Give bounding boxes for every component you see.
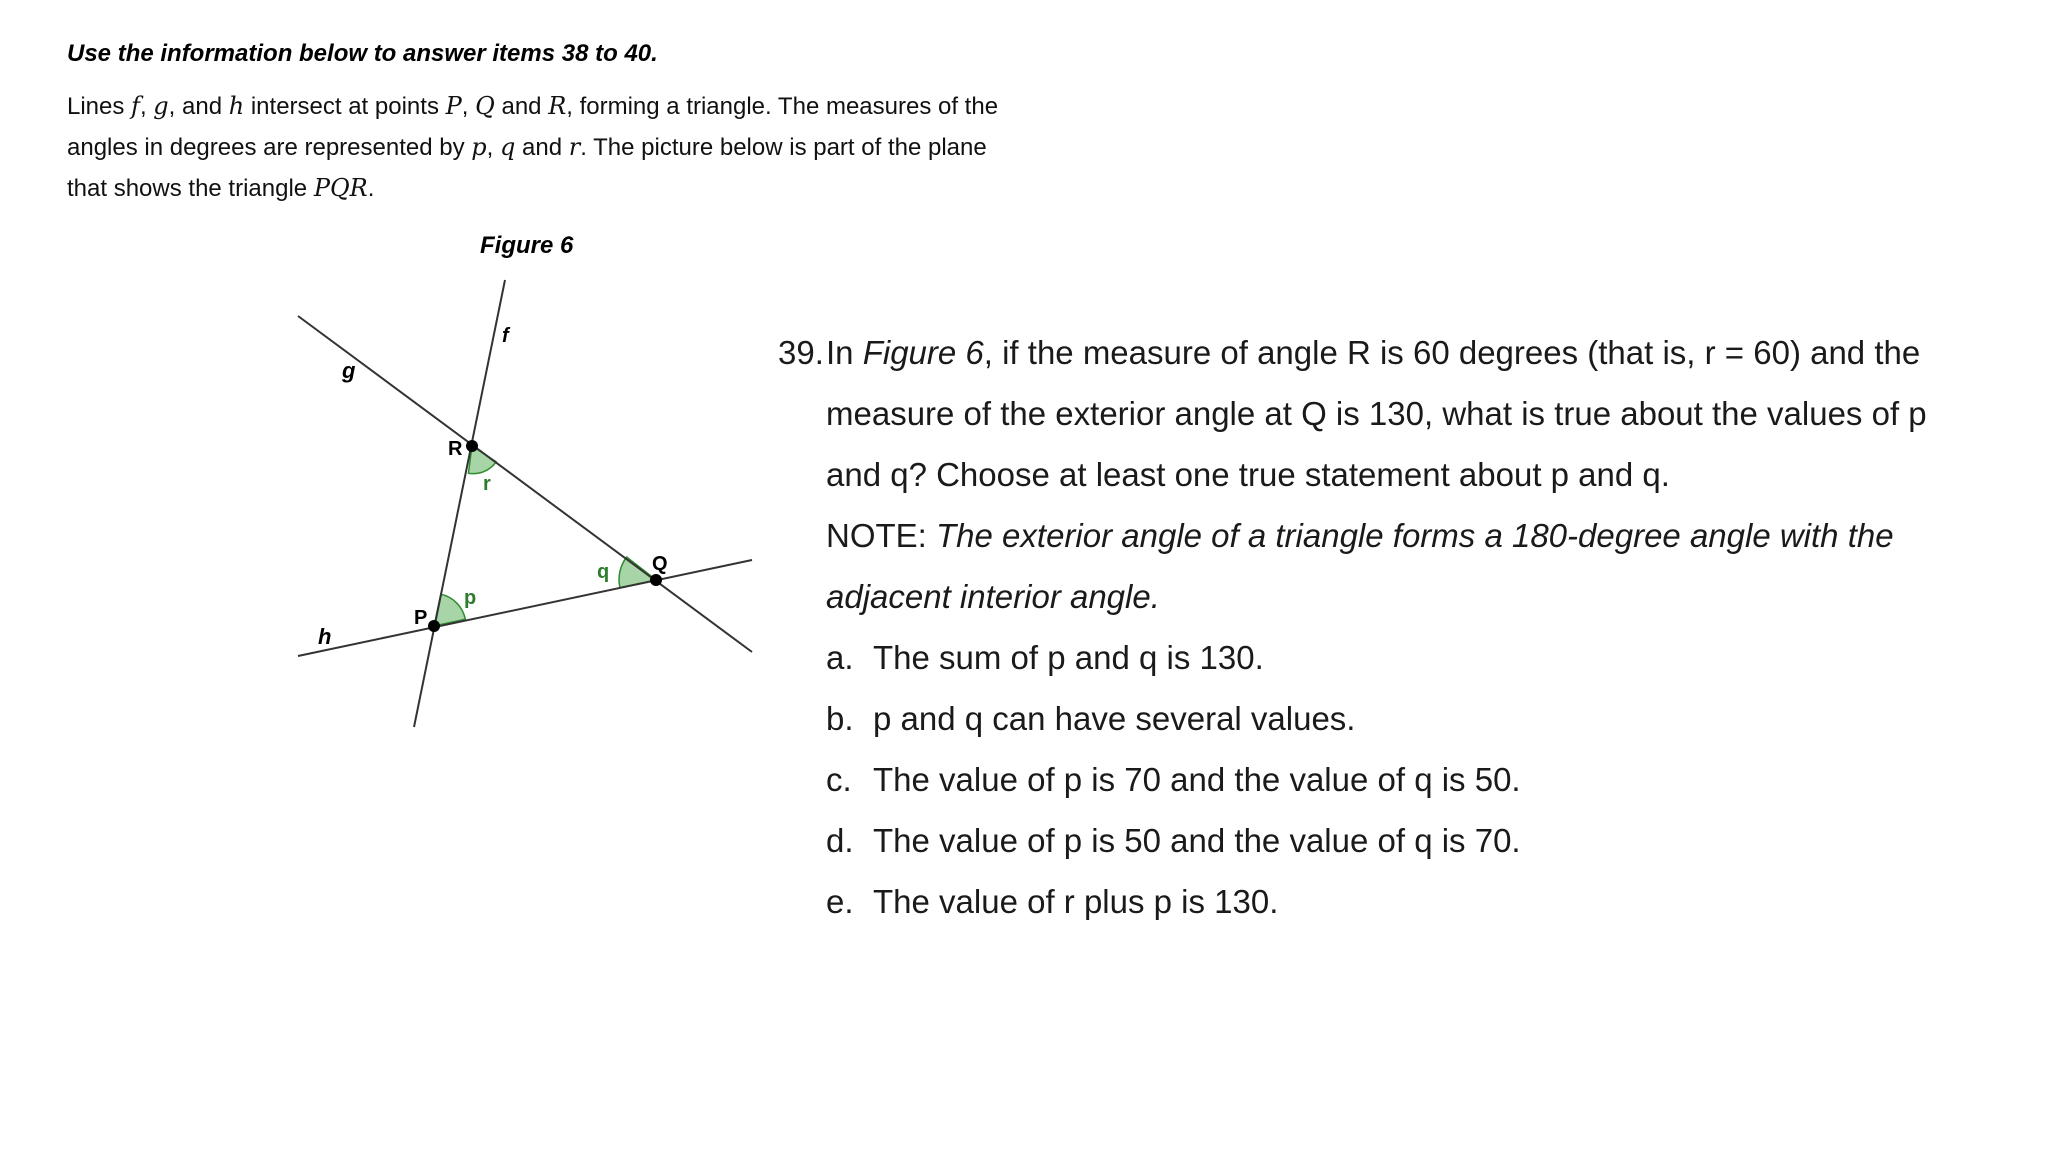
option-text: The sum of p and q is 130. bbox=[873, 639, 1264, 676]
angle-r-label: r bbox=[483, 473, 491, 495]
question-number: 39. bbox=[778, 334, 824, 371]
angle-p-symbol: p bbox=[471, 133, 487, 161]
note-label: NOTE: bbox=[826, 517, 937, 554]
question-note bbox=[826, 505, 1978, 627]
angle-r-symbol: r bbox=[568, 133, 581, 161]
angle-q-symbol: q bbox=[499, 133, 516, 161]
point-r-symbol: R bbox=[548, 92, 567, 120]
option-e[interactable]: e. The value of r plus p is 130. bbox=[826, 871, 1978, 932]
point-q bbox=[650, 574, 662, 586]
line-h-symbol: h bbox=[228, 92, 245, 120]
question-stem: In Figure 6, if the measure of angle R is 60 degrees (that is, r = 60) and the measure of the exterior angle at Q is 130, what is true about the values of p and q? Choose at least one true statement about p and q. bbox=[826, 334, 1927, 493]
option-text: The value of r plus p is 130. bbox=[873, 883, 1279, 920]
point-q-symbol: Q bbox=[475, 92, 495, 120]
option-c[interactable]: c. The value of p is 70 and the value of q is 50. bbox=[826, 749, 1978, 810]
point-p-label: P bbox=[414, 607, 428, 629]
line-g bbox=[298, 316, 752, 652]
line-f-symbol: f bbox=[131, 92, 140, 120]
option-text: The value of p is 50 and the value of q is 70. bbox=[873, 822, 1521, 859]
angle-q-wedge bbox=[619, 557, 656, 588]
point-p-symbol: P bbox=[445, 92, 462, 120]
option-d[interactable]: d. The value of p is 50 and the value of q is 70. bbox=[826, 810, 1978, 871]
line-g-label: g bbox=[342, 358, 356, 383]
intro-paragraph: Lines f, g, and h intersect at points P, Q and R, forming a triangle. The measures of the angles in degrees are represented by p, q and r. The picture below is part of the plane that shows the triangle PQR. bbox=[67, 92, 999, 202]
answer-options bbox=[826, 627, 1978, 932]
option-b[interactable]: b. p and q can have several values. bbox=[826, 688, 1978, 749]
angle-p-label: p bbox=[464, 587, 477, 609]
triangle-pqr-symbol: PQR bbox=[313, 174, 368, 202]
line-f-label: f bbox=[502, 325, 509, 347]
option-a[interactable]: a. The sum of p and q is 130. bbox=[826, 627, 1978, 688]
angle-q-label: q bbox=[597, 561, 610, 583]
line-g-symbol: g bbox=[153, 92, 169, 120]
point-p bbox=[428, 620, 440, 632]
option-text: The value of p is 70 and the value of q is 50. bbox=[873, 761, 1521, 798]
line-h bbox=[298, 560, 752, 656]
point-r-label: R bbox=[448, 438, 463, 460]
option-text: p and q can have several values. bbox=[873, 700, 1356, 737]
line-h-label: h bbox=[318, 624, 332, 649]
point-r bbox=[466, 440, 478, 452]
note-text: The exterior angle of a triangle forms a 180-degree angle with the adjacent interior angle. bbox=[826, 517, 1894, 615]
line-f bbox=[414, 280, 505, 727]
intro-heading: Use the information below to answer items 38 to 40. bbox=[67, 40, 658, 67]
figure-reference: Figure 6 bbox=[862, 334, 984, 371]
question-39 bbox=[778, 322, 1978, 932]
point-q-label: Q bbox=[652, 553, 668, 575]
figure-caption: Figure 6 bbox=[480, 232, 574, 259]
